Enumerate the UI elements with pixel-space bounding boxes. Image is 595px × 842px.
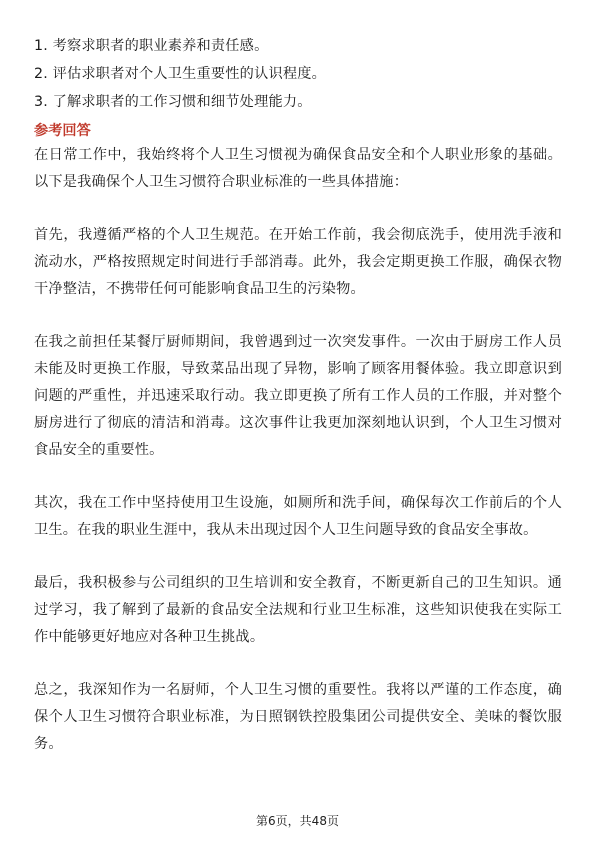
paragraph-conclusion: 总之，我深知作为一名厨师，个人卫生习惯的重要性。我将以严谨的工作态度，确保个人卫生习惯符合职业标准，为日照钢铁控股集团公司提供安全、美味的餐饮服务。	[34, 682, 562, 752]
paragraph-intro: 在日常工作中，我始终将个人卫生习惯视为确保食品安全和个人职业形象的基础。以下是我确保个人卫生习惯符合职业标准的一些具体措施：	[34, 147, 562, 190]
objective-item-2: 2. 评估求职者对个人卫生重要性的认识程度。	[34, 66, 327, 82]
page-content	[34, 32, 562, 758]
paragraph-finally: 最后，我积极参与公司组织的卫生培训和安全教育，不断更新自己的卫生知识。通过学习，我了解到了最新的食品安全法规和行业卫生标准，这些知识使我在实际工作中能够更好地应对各种卫生挑战。	[34, 575, 562, 645]
paragraph-first: 首先，我遵循严格的个人卫生规范。在开始工作前，我会彻底洗手，使用洗手液和流动水，严格按照规定时间进行手部消毒。此外，我会定期更换工作服，确保衣物干净整洁，不携带任何可能影响食品卫生的污染物。	[34, 227, 562, 297]
section-title-reference-answer: 参考回答	[34, 123, 91, 139]
objective-item-3: 3. 了解求职者的工作习惯和细节处理能力。	[34, 94, 312, 110]
page-number-footer: 第6页，共48页	[256, 814, 339, 828]
paragraph-incident: 在我之前担任某餐厅厨师期间，我曾遇到过一次突发事件。一次由于厨房工作人员未能及时更换工作服，导致菜品出现了异物，影响了顾客用餐体验。我立即意识到问题的严重性，并迅速采取行动。我立即更换了所有工作人员的工作服，并对整个厨房进行了彻底的清洁和消毒。这次事件让我更加深刻地认识到，个人卫生习惯对食品安全的重要性。	[34, 334, 562, 458]
objective-item-1: 1. 考察求职者的职业素养和责任感。	[34, 38, 269, 54]
paragraph-second: 其次，我在工作中坚持使用卫生设施，如厕所和洗手间，确保每次工作前后的个人卫生。在我的职业生涯中，我从未出现过因个人卫生问题导致的食品安全事故。	[34, 495, 562, 538]
